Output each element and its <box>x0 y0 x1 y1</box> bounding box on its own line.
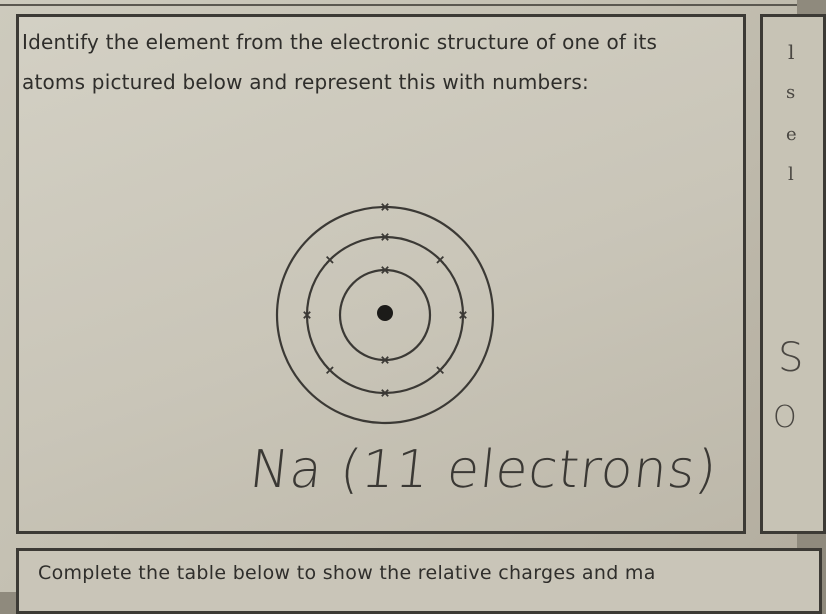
next-question-prompt: Complete the table below to show the relative charges and ma <box>38 562 656 584</box>
side-glyph-5: S <box>778 335 804 381</box>
side-glyph-3: e <box>786 124 797 145</box>
electron-shell-2-4 <box>437 367 443 373</box>
electron-shell-2-2 <box>437 257 443 263</box>
side-glyph-2: s <box>786 82 796 103</box>
electron-shell-diagram <box>255 185 515 445</box>
electron-marks <box>304 204 466 396</box>
side-glyph-1: l <box>788 40 795 64</box>
electron-shell-2-6 <box>327 367 333 373</box>
top-rule <box>0 4 797 6</box>
question-prompt: Identify the element from the electronic structure of one of its atoms pictured below and represent this with numbers: <box>22 30 658 94</box>
side-glyph-4: l <box>788 164 794 185</box>
side-glyph-6: O <box>773 400 797 435</box>
handwritten-answer: Na (11 electrons) <box>246 440 721 500</box>
electron-shell-2-8 <box>327 257 333 263</box>
nucleus <box>377 305 393 321</box>
